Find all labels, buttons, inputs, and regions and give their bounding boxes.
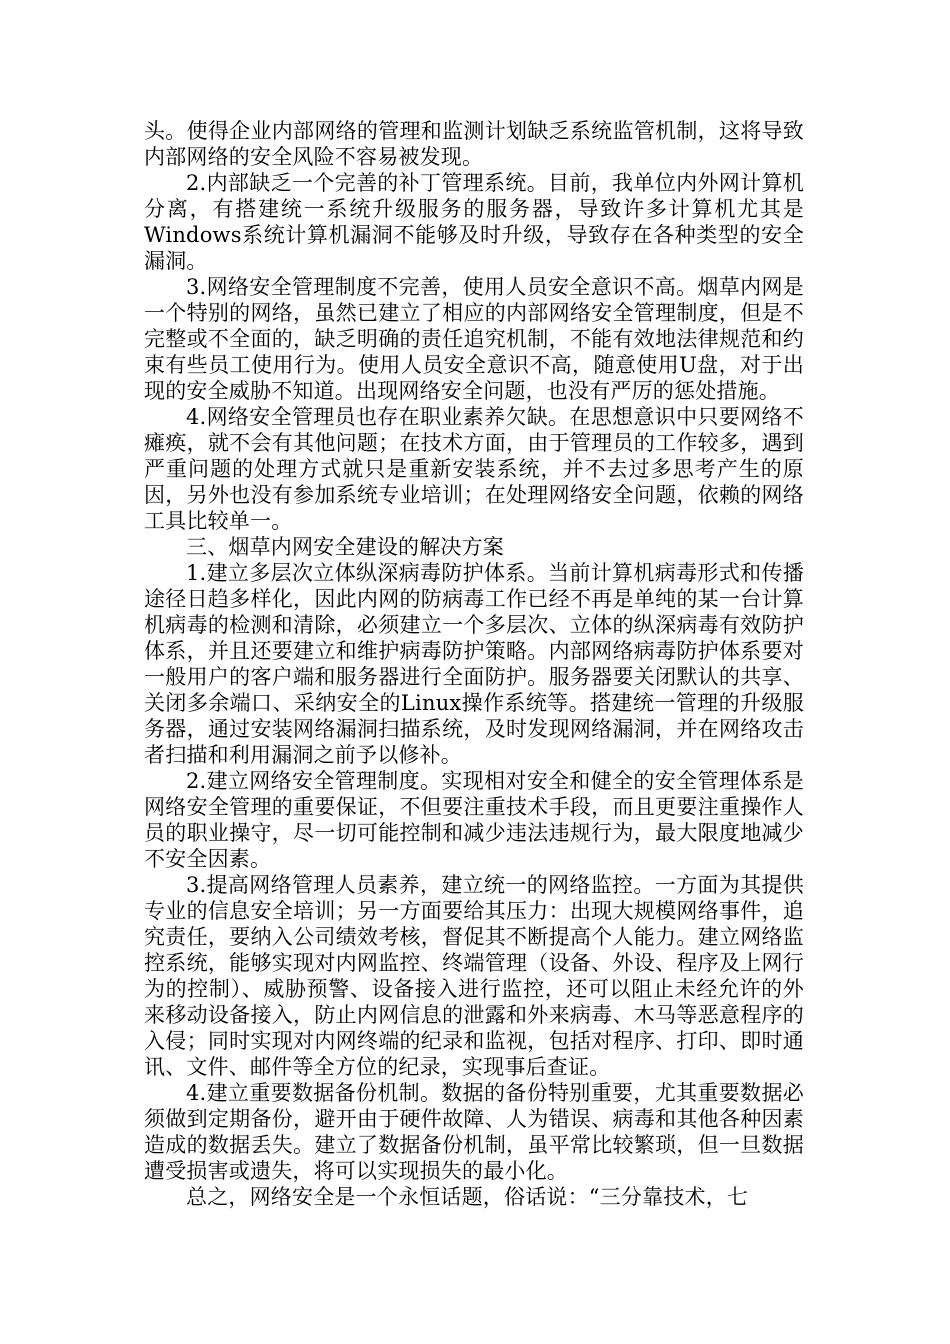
paragraph-admin-skills: 4.网络安全管理员也存在职业素养欠缺。在思想意识中只要网络不瘫痪，就不会有其他问题；在技术方面，由于管理员的工作较多，遇到严重问题的处理方式就只是重新安装系统，并不去过多思考产生的原因，另外也没有参加系统专业培训；在处理网络安全问题，依赖的网络工具比较单一。 bbox=[144, 405, 804, 533]
paragraph-data-backup: 4.建立重要数据备份机制。数据的备份特别重要，尤其重要数据必须做到定期备份，避开由于硬件故障、人为错误、病毒和其他各种因素造成的数据丢失。建立了数据备份机制，虽平常比较繁琐，但一旦数据遭受损害或遗失，将可以实现损失的最小化。 bbox=[144, 1081, 804, 1183]
paragraph-virus-protection: 1.建立多层次立体纵深病毒防护体系。当前计算机病毒形式和传播途径日趋多样化，因此内网的防病毒工作已经不再是单纯的某一台计算机病毒的检测和清除，必须建立一个多层次、立体的纵深病毒有效防护体系，并且还要建立和维护病毒防护策略。内部网络病毒防护体系要对一般用户的客户端和服务器进行全面防护。服务器要关闭默认的共享、关闭多余端口、采纳安全的Linux操作系统等。搭建统一管理的升级服务器，通过安装网络漏洞扫描系统，及时发现网络漏洞，并在网络攻击者扫描和利用漏洞之前予以修补。 bbox=[144, 561, 804, 767]
paragraph-conclusion: 总之，网络安全是一个永恒话题，俗话说：“三分靠技术，七 bbox=[186, 1185, 749, 1209]
paragraph-management-system: 2.建立网络安全管理制度。实现相对安全和健全的安全管理体系是网络安全管理的重要保证，不但要注重技术手段，而且更要注重操作人员的职业操守，尽一切可能控制和减少违法违规行为，最大限度地减少不安全因素。 bbox=[144, 769, 804, 871]
paragraph-security-policy: 3.网络安全管理制度不完善，使用人员安全意识不高。烟草内网是一个特别的网络，虽然已建立了相应的内部网络安全管理制度，但是不完整或不全面的，缺乏明确的责任追究机制，不能有效地法律规范和约束有些员工使用行为。使用人员安全意识不高，随意使用U盘，对于出现的安全威胁不知道。出现网络安全问题，也没有严厉的惩处措施。 bbox=[144, 275, 804, 403]
section-heading: 三、烟草内网安全建设的解决方案 bbox=[186, 535, 504, 559]
paragraph-patch-management: 2.内部缺乏一个完善的补丁管理系统。目前，我单位内外网计算机分离，有搭建统一系统升级服务的服务器，导致许多计算机尤其是Windows系统计算机漏洞不能够及时升级，导致存在各种类型的安全漏洞。 bbox=[144, 171, 804, 273]
document-page bbox=[144, 118, 804, 1210]
paragraph-network-monitoring: 3.提高网络管理人员素养，建立统一的网络监控。一方面为其提供专业的信息安全培训；另一方面要给其压力：出现大规模网络事件，追究责任，要纳入公司绩效考核，督促其不断提高个人能力。建立网络监控系统，能够实现对内网监控、终端管理（设备、外设、程序及上网行为的控制）、威胁预警、设备接入进行监控，还可以阻止未经允许的外来移动设备接入，防止内网信息的泄露和外来病毒、木马等恶意程序的入侵；同时实现对内网终端的纪录和监视，包括对程序、打印、即时通讯、文件、邮件等全方位的纪录，实现事后查证。 bbox=[144, 873, 804, 1079]
paragraph-continuation: 头。使得企业内部网络的管理和监测计划缺乏系统监管机制，这将导致内部网络的安全风险不容易被发现。 bbox=[144, 119, 804, 169]
